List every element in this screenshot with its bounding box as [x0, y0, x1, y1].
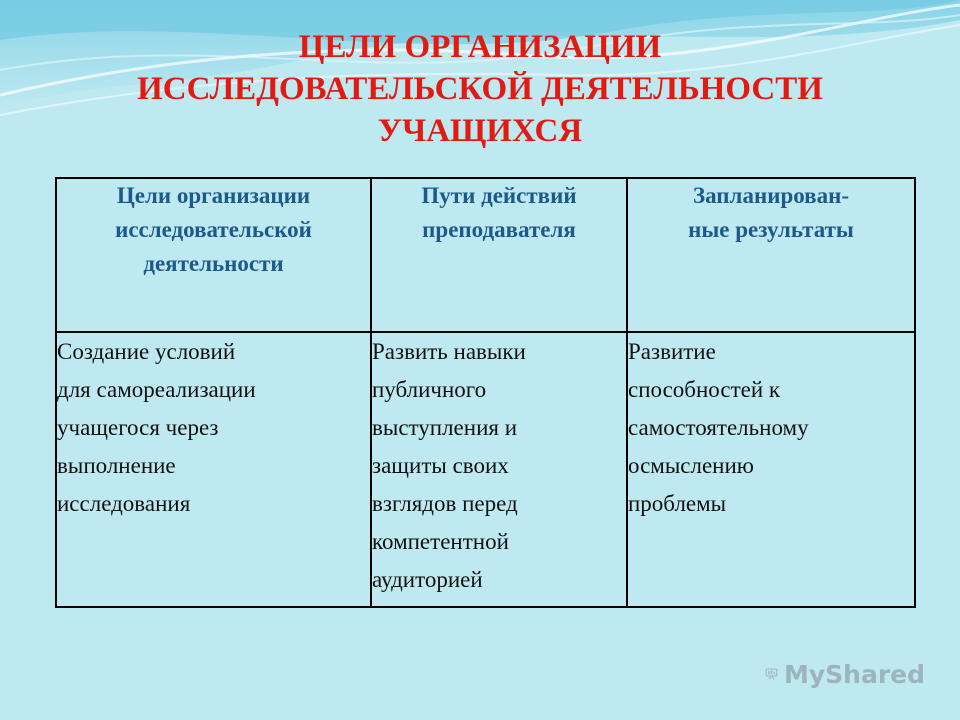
header-cell-goals — [56, 178, 371, 332]
cell-line: Развить навыки — [372, 339, 526, 364]
cell-line: проблемы — [628, 491, 727, 516]
cell-line: Создание условий — [57, 339, 236, 364]
cell-line: выполнение — [57, 453, 176, 478]
cell-line: Развитие — [628, 339, 716, 364]
cell-teacher-actions — [371, 332, 627, 607]
cell-line: осмыслению — [628, 453, 754, 478]
header-line: ные результаты — [688, 217, 854, 242]
cell-line: самостоятельному — [628, 415, 809, 440]
cell-line: защиты своих — [372, 453, 509, 478]
header-line: Пути действий — [421, 183, 577, 208]
header-cell-teacher-actions — [371, 178, 627, 332]
table-header-row — [56, 178, 915, 332]
title-line-3: УЧАЩИХСЯ — [377, 113, 583, 149]
watermark-text: MyShared — [783, 659, 925, 689]
presentation-board-icon — [765, 658, 778, 690]
header-line: Цели организации — [116, 183, 311, 208]
cell-line: аудиторией — [372, 567, 483, 592]
cell-goals — [56, 332, 371, 607]
header-line: преподавателя — [422, 217, 576, 242]
cell-line: учащегося через — [57, 415, 219, 440]
cell-line: выступления и — [372, 415, 518, 440]
cell-line: компетентной — [372, 529, 509, 554]
title-line-1: ЦЕЛИ ОРГАНИЗАЦИИ — [298, 29, 662, 65]
cell-line: способностей к — [628, 377, 781, 402]
goals-table — [55, 177, 916, 608]
myshared-watermark — [765, 654, 925, 694]
cell-line: исследования — [57, 491, 191, 516]
header-line: деятельности — [143, 251, 284, 276]
cell-line: публичного — [372, 377, 487, 402]
cell-line: для самореализации — [57, 377, 256, 402]
header-line: Запланирован- — [692, 183, 850, 208]
cell-planned-results — [627, 332, 915, 607]
header-line: исследовательской — [115, 217, 312, 242]
cell-line: взглядов перед — [372, 491, 518, 516]
header-cell-planned-results — [627, 178, 915, 332]
slide-title — [60, 26, 900, 152]
title-line-2: ИССЛЕДОВАТЕЛЬСКОЙ ДЕЯТЕЛЬНОСТИ — [137, 71, 823, 107]
table-row — [56, 332, 915, 607]
